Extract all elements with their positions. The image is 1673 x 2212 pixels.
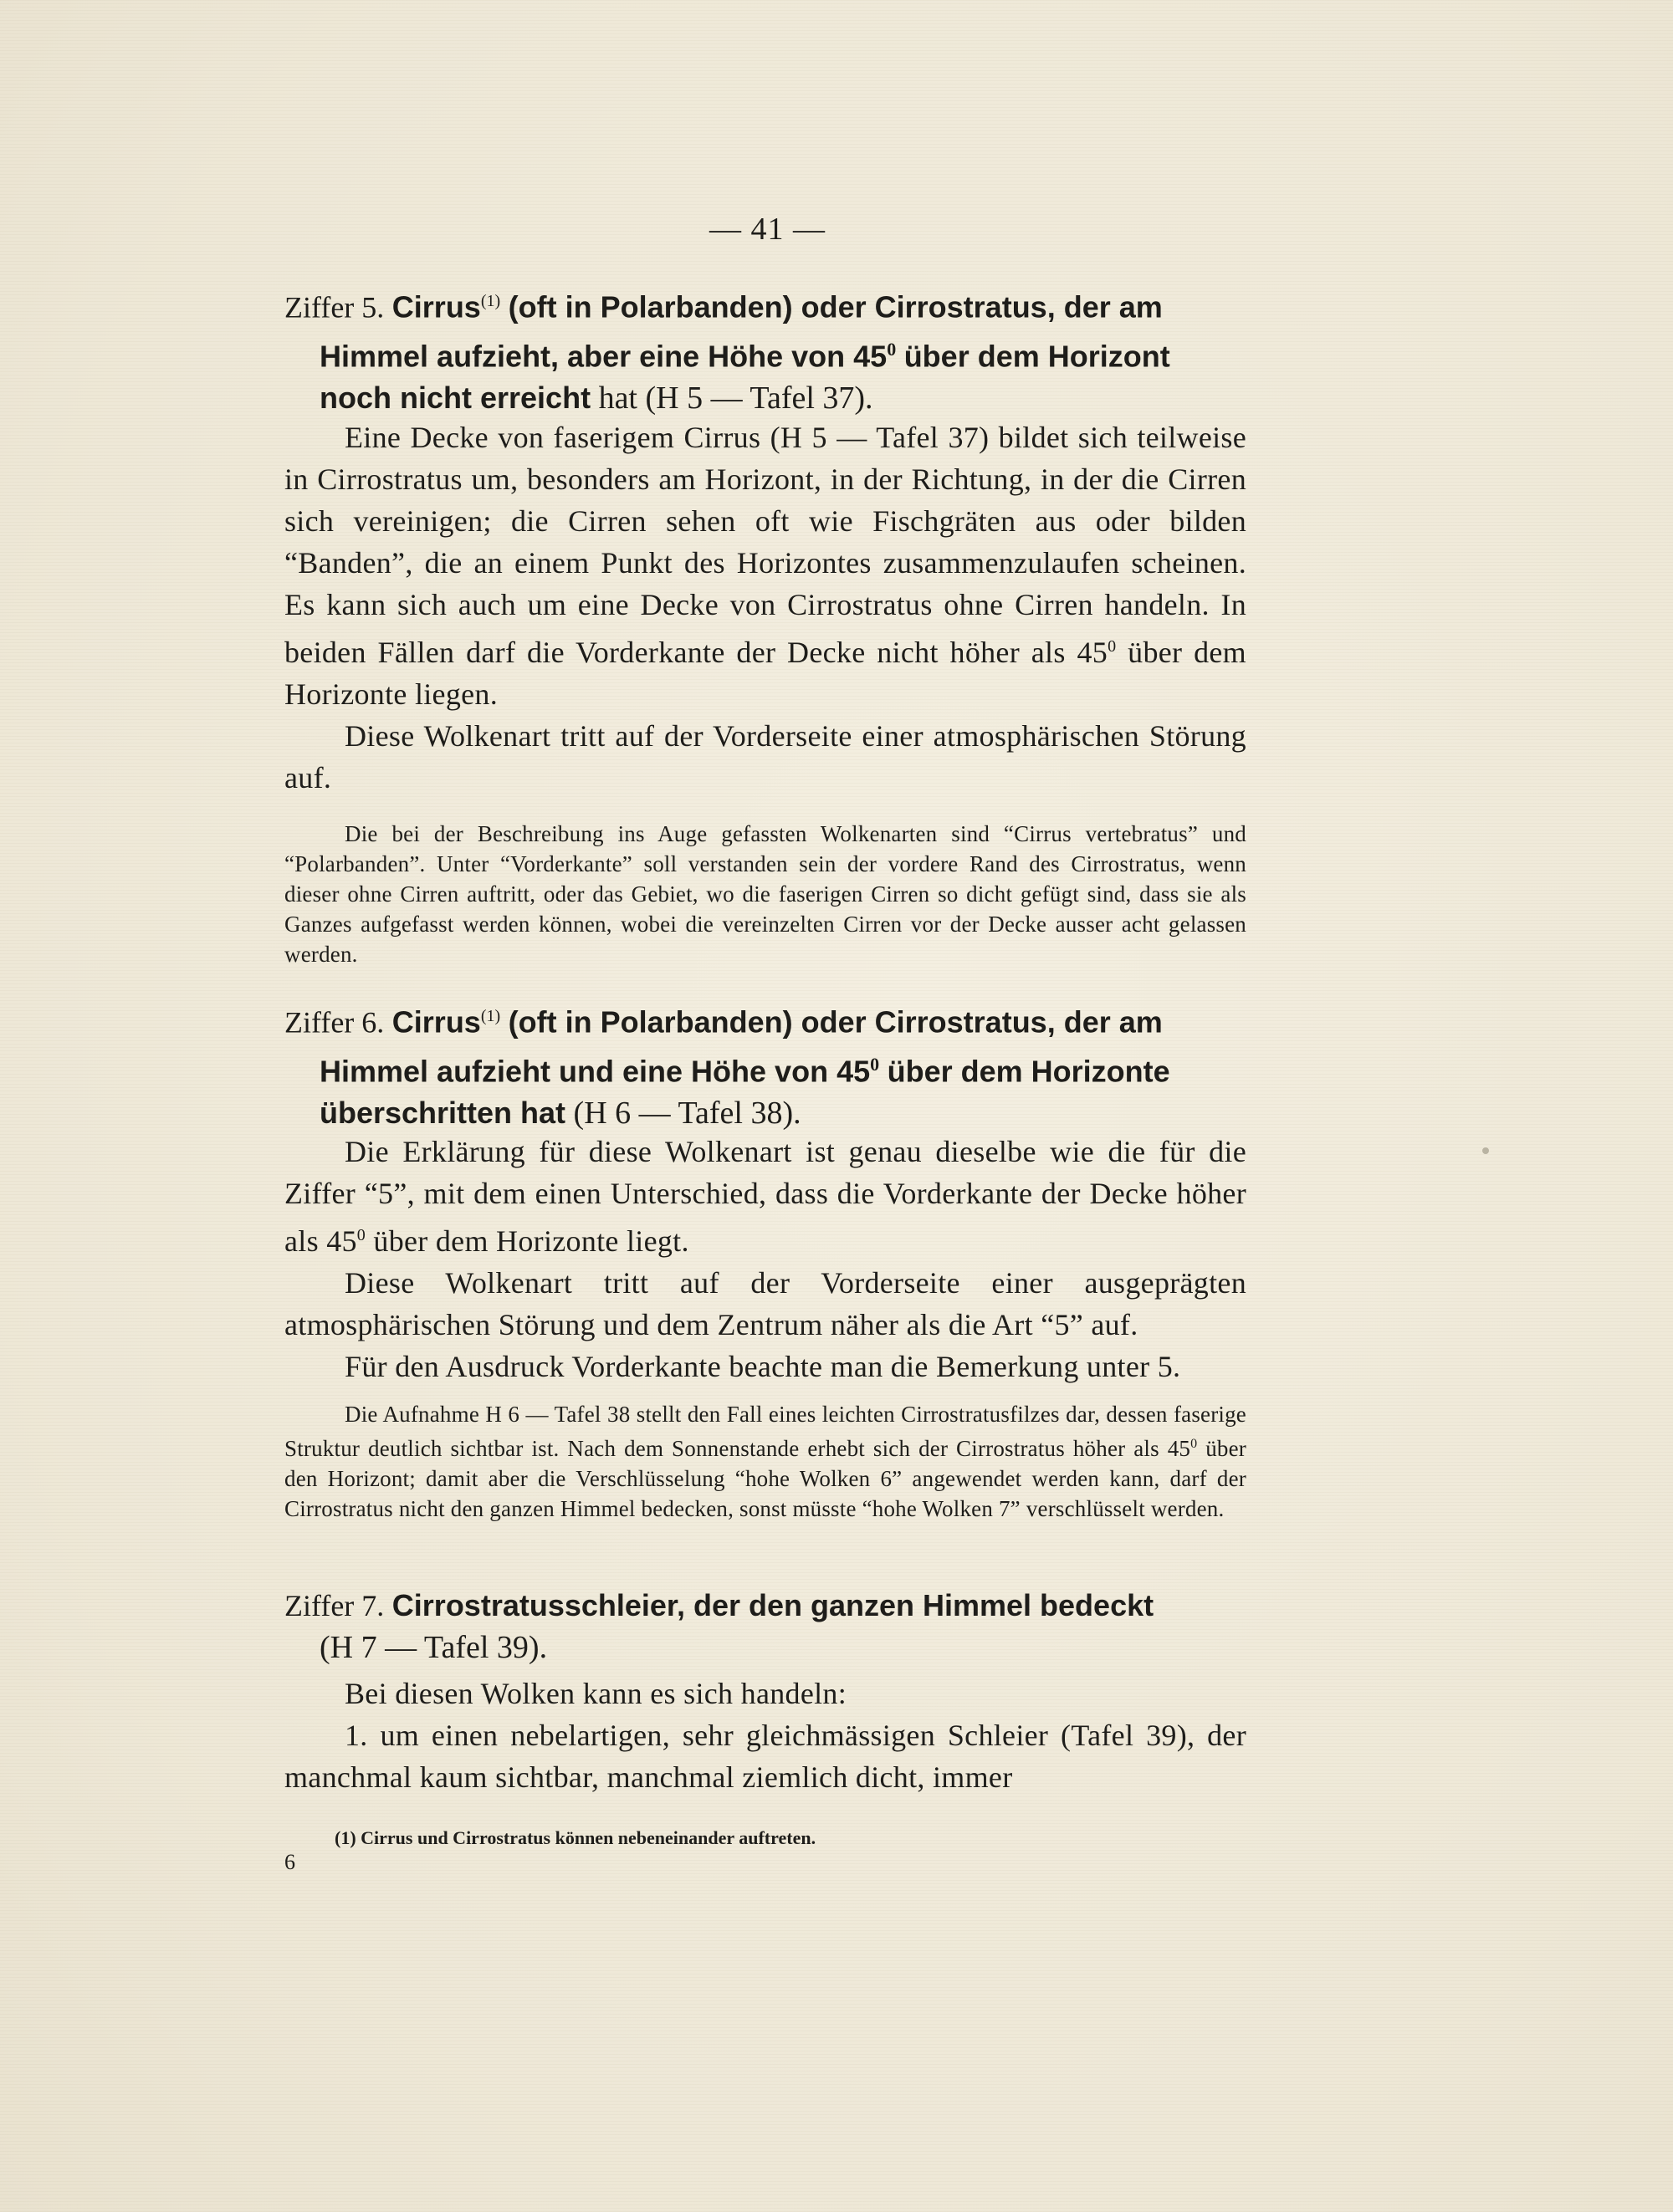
- heading-label: Ziffer 5.: [284, 290, 385, 324]
- paragraph: Für den Ausdruck Vorderkante beachte man die Bemerkung unter 5.: [345, 1350, 1181, 1383]
- heading-bold: (oft in Polarbanden) oder Cirrostratus, der am: [508, 289, 1163, 324]
- heading-label: Ziffer 6.: [284, 1005, 385, 1040]
- paragraph: Diese Wolkenart tritt auf der Vorderseite einer ausgeprägten atmosphärischen Störung und dem Zentrum näher als die Art “5” auf.: [284, 1266, 1246, 1341]
- note: Die Aufnahme H 6 — Tafel 38 stellt den Fall eines leichten Cirrostratusfilzes dar, dessen faserige Struktur deutlich sichtbar ist. Nach dem Sonnenstande erhebt sich der Cirrostratus höher als $45^0$ über den Horizont; damit aber die Verschlüsselung “hohe Wolken 6” angewendet werden kann, darf der Cirrostratus nicht den ganzen Himmel bedecken, sonst müsste “hohe Wolken 7” verschlüsselt werden.: [284, 1402, 1246, 1521]
- heading-bold: über dem Horizont: [903, 339, 1170, 374]
- heading-bold: Himmel aufzieht und eine Höhe von 45: [320, 1054, 871, 1089]
- signature-mark: 6: [284, 1850, 295, 1874]
- heading-bold: (oft in Polarbanden) oder Cirrostratus, der am: [508, 1004, 1163, 1040]
- footnote: (1) Cirrus und Cirrostratus können nebeneinander auftreten.: [335, 1827, 816, 1848]
- heading-tail: (H 7 — Tafel 39).: [320, 1630, 548, 1665]
- heading-bold: überschritten hat: [320, 1096, 566, 1131]
- heading-label: Ziffer 7.: [284, 1589, 385, 1622]
- paragraph: 1. um einen nebelartigen, sehr gleichmässigen Schleier (Tafel 39), der manchmal kaum sichtbar, manchmal ziemlich dicht, immer: [284, 1719, 1246, 1794]
- paragraph: Die Erklärung für diese Wolkenart ist genau dieselbe wie die für die Ziffer “5”, mit dem einen Unterschied, dass die Vorderkante der Decke höher als $45^0$ über dem Horizonte liegt.: [284, 1135, 1246, 1258]
- heading-bold: Cirrus: [391, 1004, 481, 1040]
- page-number: — 41 —: [709, 212, 826, 247]
- paragraph: Bei diesen Wolken kann es sich handeln:: [345, 1677, 847, 1710]
- degree-mark: 0: [870, 1053, 880, 1075]
- heading-bold: Cirrostratusschleier, der den ganzen Himmel bedeckt: [391, 1588, 1154, 1622]
- note: Die bei der Beschreibung ins Auge gefassten Wolkenarten sind “Cirrus vertebratus” und “Polarbanden”. Unter “Vorderkante” soll verstanden sein der vordere Rand des Cirrostratus, wenn dieser ohne Cirren auftritt, oder das Gebiet, wo die faserigen Cirren so dicht gefügt sind, dass sie als Ganzes aufgefasst werden können, wobei die vereinzelten Cirren vor der Decke ausser acht gelassen werden.: [284, 821, 1246, 967]
- ink-speck: [1482, 1147, 1489, 1154]
- heading-bold: Cirrus: [391, 289, 481, 324]
- heading-bold: Himmel aufzieht, aber eine Höhe von 45: [320, 339, 888, 374]
- degree-mark: 0: [887, 338, 897, 360]
- section-6-body: [284, 1131, 1246, 1524]
- footnote-marker: (1): [480, 292, 501, 310]
- heading-tail: (H 6 — Tafel 38).: [573, 1096, 801, 1132]
- heading-ziffer-7: [284, 1585, 1246, 1668]
- section-5-body: [284, 416, 1246, 969]
- paragraph: Diese Wolkenart tritt auf der Vorderseite einer atmosphärischen Störung auf.: [284, 719, 1246, 794]
- paragraph: Eine Decke von faserigem Cirrus (H 5 — Tafel 37) bildet sich teilweise in Cirrostratus um, besonders am Horizont, in der Richtung, in der die Cirren sich vereinigen; die Cirren sehen oft wie Fischgräten aus oder bilden “Banden”, die an einem Punkt des Horizontes zusammenzulaufen scheinen. Es kann sich auch um eine Decke von Cirrostratus ohne Cirren handeln. In beiden Fällen darf die Vorderkante der Decke nicht höher als $45^0$ über dem Horizonte liegen.: [284, 421, 1246, 711]
- footnote-marker: (1): [480, 1007, 501, 1025]
- section-7-body: [284, 1673, 1246, 1798]
- heading-ziffer-6: [284, 995, 1246, 1134]
- heading-bold: noch nicht erreicht: [320, 381, 591, 416]
- heading-tail: hat (H 5 — Tafel 37).: [598, 381, 873, 416]
- heading-bold: über dem Horizonte: [887, 1054, 1170, 1089]
- heading-ziffer-5: [284, 280, 1246, 419]
